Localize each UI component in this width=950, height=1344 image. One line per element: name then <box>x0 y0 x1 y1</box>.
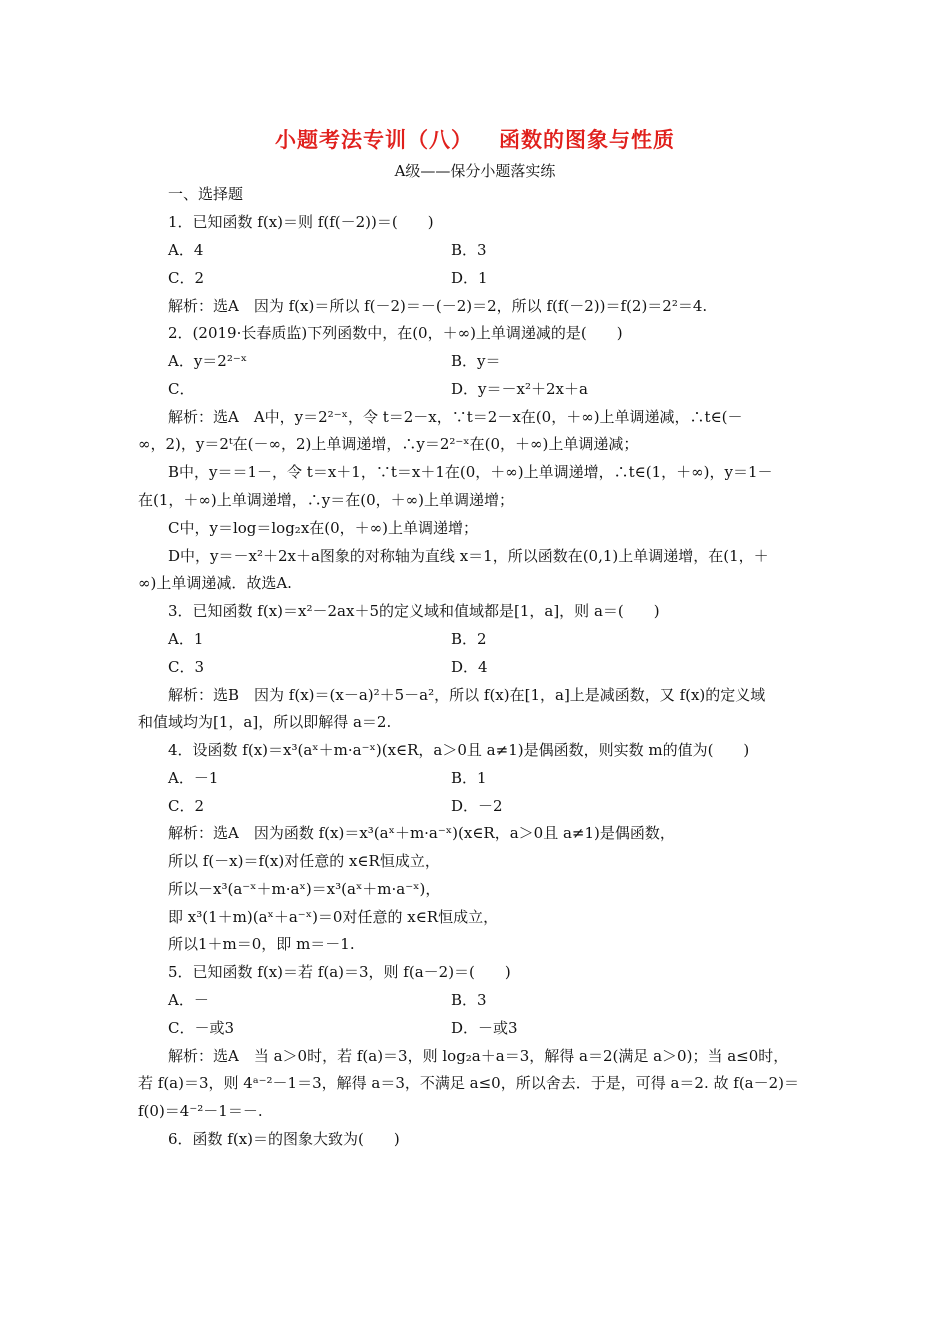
q1-option-a: A．4 <box>168 241 204 259</box>
q4-solution-line: 所以1＋m＝0，即 m＝－1. <box>168 935 355 953</box>
q4-option-b: B．1 <box>451 769 487 787</box>
q3-option-d: D．4 <box>451 658 488 676</box>
q4-option-d: D．－2 <box>451 797 503 815</box>
section-heading: 一、选择题 <box>168 185 244 203</box>
q1-option-c: C．2 <box>168 269 205 287</box>
q2-option-b: B．y＝ <box>451 352 501 370</box>
q5-option-d: D．－或3 <box>451 1019 518 1037</box>
q4-solution-line: 解析：选A 因为函数 f(x)＝x³(aˣ＋m·a⁻ˣ)(x∈R，a＞0且 a≠1)是偶函数， <box>168 824 675 842</box>
q1-option-d: D．1 <box>451 269 488 287</box>
title-right: 函数的图象与性质 <box>499 127 675 152</box>
q2-solution-line: C中，y＝log＝log₂x在(0，＋∞)上单调递增； <box>168 519 479 537</box>
q3-option-a: A．1 <box>168 630 204 648</box>
question-3: 3．已知函数 f(x)＝x²－2ax＋5的定义域和值域都是[1，a]，则 a＝( ) <box>168 602 660 620</box>
q2-option-c: C． <box>168 380 195 398</box>
q2-solution-line: ∞，2)，y＝2ᵗ在(－∞，2)上单调递增，∴y＝2²⁻ˣ在(0，＋∞)上单调递减； <box>138 435 639 453</box>
question-6: 6．函数 f(x)＝的图象大致为( ) <box>168 1130 400 1148</box>
q5-solution-line: f(0)＝4⁻²－1＝－. <box>138 1102 263 1120</box>
q3-solution-line: 解析：选B 因为 f(x)＝(x－a)²＋5－a²，所以 f(x)在[1，a]上是减函数，又 f(x)的定义域 <box>168 686 766 704</box>
question-4: 4．设函数 f(x)＝x³(aˣ＋m·a⁻ˣ)(x∈R，a＞0且 a≠1)是偶函数，则实数 m的值为( ) <box>168 741 750 759</box>
q5-option-b: B．3 <box>451 991 487 1009</box>
question-2: 2．(2019·长春质监)下列函数中，在(0，＋∞)上单调递减的是( ) <box>168 324 623 342</box>
q2-solution-line: 解析：选A A中，y＝2²⁻ˣ，令 t＝2－x，∵t＝2－x在(0，＋∞)上单调递减，∴t∈(－ <box>168 408 743 426</box>
q1-option-b: B．3 <box>451 241 487 259</box>
q4-solution-line: 所以－x³(a⁻ˣ＋m·aˣ)＝x³(aˣ＋m·a⁻ˣ)， <box>168 880 441 898</box>
page-subtitle: A级——保分小题落实练 <box>394 162 556 180</box>
q2-solution-line: B中，y＝＝1－，令 t＝x＋1，∵t＝x＋1在(0，＋∞)上单调递增，∴t∈(1，＋∞)，y＝1－ <box>168 463 773 481</box>
q5-option-a: A．－ <box>168 991 209 1009</box>
q4-option-a: A．－1 <box>168 769 219 787</box>
q2-option-a: A．y＝2²⁻ˣ <box>168 352 248 370</box>
q2-solution-line: D中，y＝－x²＋2x＋a图象的对称轴为直线 x＝1，所以函数在(0,1)上单调递增，在(1，＋ <box>168 547 769 565</box>
q4-option-c: C．2 <box>168 797 205 815</box>
q5-solution-line: 若 f(a)＝3，则 4ᵃ⁻²－1＝3，解得 a＝3，不满足 a≤0，所以舍去．于是，可得 a＝2. 故 f(a－2)＝ <box>138 1074 800 1092</box>
q5-solution-line: 解析：选A 当 a＞0时，若 f(a)＝3，则 log₂a＋a＝3，解得 a＝2(满足 a＞0)；当 a≤0时， <box>168 1047 789 1065</box>
q2-solution-line: ∞)上单调递减．故选A. <box>138 574 292 592</box>
q2-option-d: D．y＝－x²＋2x＋a <box>451 380 588 398</box>
q1-solution: 解析：选A 因为 f(x)＝所以 f(－2)＝－(－2)＝2，所以 f(f(－2))＝f(2)＝2²＝4. <box>168 297 708 315</box>
q3-option-b: B．2 <box>451 630 487 648</box>
q3-option-c: C．3 <box>168 658 205 676</box>
question-5: 5．已知函数 f(x)＝若 f(a)＝3，则 f(a－2)＝( ) <box>168 963 511 981</box>
q2-solution-line: 在(1，＋∞)上单调递增，∴y＝在(0，＋∞)上单调递增； <box>138 491 514 509</box>
q4-solution-line: 所以 f(－x)＝f(x)对任意的 x∈R恒成立， <box>168 852 440 870</box>
q3-solution-line: 和值域均为[1，a]，所以即解得 a＝2. <box>138 713 392 731</box>
page-title <box>0 124 950 154</box>
title-left: 小题考法专训（八） <box>275 127 473 152</box>
question-1: 1．已知函数 f(x)＝则 f(f(－2))＝( ) <box>168 213 434 231</box>
q5-option-c: C．－或3 <box>168 1019 235 1037</box>
q4-solution-line: 即 x³(1＋m)(aˣ＋a⁻ˣ)＝0对任意的 x∈R恒成立， <box>168 908 499 926</box>
